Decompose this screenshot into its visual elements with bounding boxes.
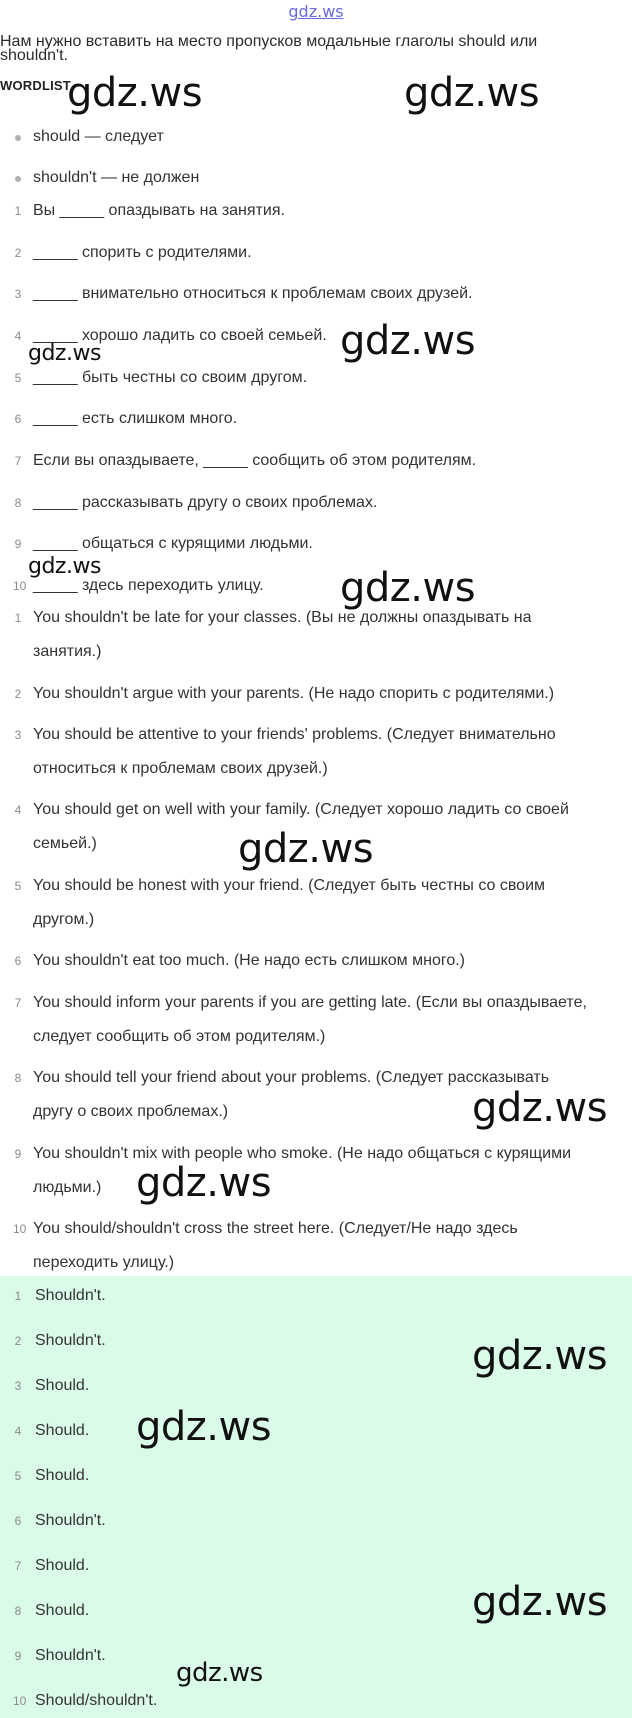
watermark: gdz.ws (340, 318, 476, 364)
watermark: gdz.ws (28, 554, 101, 579)
watermark: gdz.ws (472, 1579, 608, 1625)
bullet-icon (15, 135, 21, 141)
watermark: gdz.ws (176, 1658, 263, 1688)
watermark: gdz.ws (472, 1333, 608, 1379)
watermark: gdz.ws (136, 1160, 272, 1206)
intro-text-cut: shouldn't. (0, 47, 68, 64)
intro-text: Нам нужно вставить на место пропусков модальные глаголы should или (0, 33, 538, 50)
wordlist-label: WORDLIST (0, 78, 71, 93)
watermark: gdz.ws (238, 826, 374, 872)
watermark: gdz.ws (472, 1085, 608, 1131)
watermark: gdz.ws (136, 1404, 272, 1450)
watermark: gdz.ws (404, 70, 540, 116)
watermark: gdz.ws (28, 341, 101, 366)
bullet-icon (15, 176, 21, 182)
watermark: gdz.ws (67, 70, 203, 116)
watermark: gdz.ws (340, 565, 476, 611)
site-logo-link[interactable]: gdz.ws (288, 2, 344, 21)
